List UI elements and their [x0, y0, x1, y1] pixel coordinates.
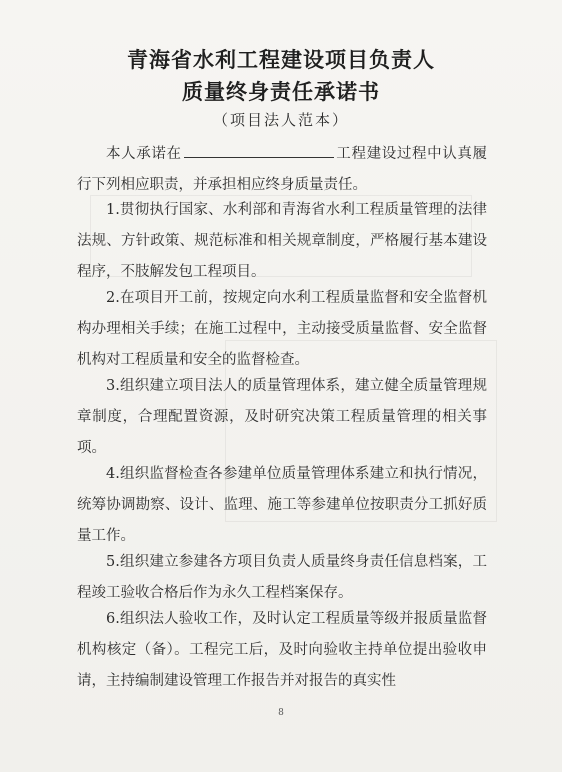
item-paragraph-3: 3.组织建立项目法人的质量管理体系，建立健全质量管理规章制度，合理配置资源，及时研究决策工程质量管理的相关事项。 — [77, 378, 487, 456]
item-paragraph-5: 5.组织建立参建各方项目负责人质量终身责任信息档案，工程竣工验收合格后作为永久工程档案保存。 — [77, 554, 487, 601]
project-name-blank — [184, 143, 334, 158]
item-paragraph-4: 4.组织监督检查各参建单位质量管理体系建立和执行情况，统筹协调勘察、设计、监理、施工等参建单位按职责分工抓好质量工作。 — [77, 466, 487, 544]
title-line-1: 青海省水利工程建设项目负责人 — [127, 47, 435, 72]
title-line-2: 质量终身责任承诺书 — [182, 79, 380, 104]
item-paragraph-1: 1.贯彻执行国家、水利部和青海省水利工程质量管理的法律法规、方针政策、规范标准和相关规章制度，严格履行基本建设程序，不肢解发包工程项目。 — [77, 202, 487, 280]
item-paragraph-2: 2.在项目开工前，按规定向水利工程质量监督和安全监督机构办理相关手续；在施工过程中，主动接受质量监督、安全监督机构对工程质量和安全的监督检查。 — [77, 290, 487, 368]
item-paragraph-6: 6.组织法人验收工作，及时认定工程质量等级并报质量监督机构核定（备）。工程完工后，及时向验收主持单位提出验收申请，主持编制建设管理工作报告并对报告的真实性 — [77, 611, 487, 689]
intro-text-before: 本人承诺在 — [106, 146, 182, 162]
subtitle: （项目法人范本） — [212, 111, 349, 129]
intro-text-after: 工程建设过程中认真履行下列相应职责，并承担相应终身质量责任。 — [77, 146, 488, 193]
intro-paragraph — [77, 139, 487, 201]
page-number: 8 — [278, 708, 284, 718]
